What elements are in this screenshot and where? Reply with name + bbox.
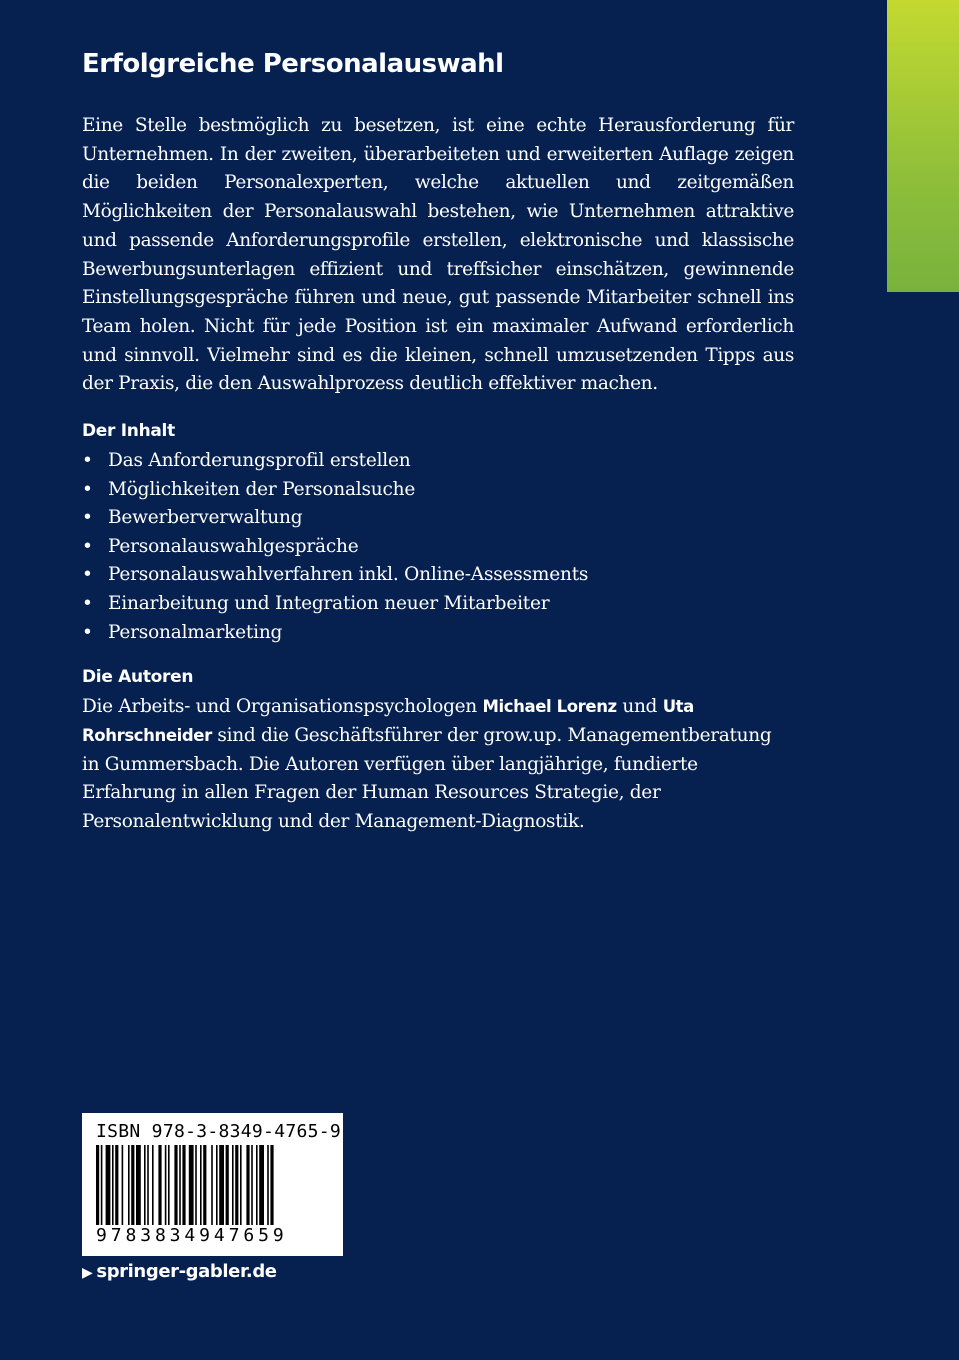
barcode-bar — [211, 1145, 213, 1225]
barcode-bar — [131, 1145, 134, 1225]
authors-heading: Die Autoren — [82, 667, 194, 688]
barcode-bar — [96, 1145, 99, 1225]
barcode-bar — [179, 1145, 181, 1225]
barcode-bar — [115, 1145, 118, 1225]
barcode-bar — [152, 1145, 154, 1225]
barcode-bar — [235, 1145, 238, 1225]
bullet-icon: • — [82, 621, 93, 643]
author-name: Uta Rohrschneider — [82, 697, 694, 745]
list-item: • Personalauswahlgespräche — [82, 533, 794, 562]
barcode-bar — [246, 1145, 249, 1225]
barcode-bar — [232, 1145, 234, 1225]
barcode-bar — [251, 1145, 253, 1225]
arrow-right-icon: ▶ — [82, 1265, 93, 1281]
publisher-link[interactable] — [82, 1261, 277, 1282]
barcode-bar — [165, 1145, 167, 1225]
green-accent-tab — [887, 0, 959, 292]
barcode-bar — [226, 1145, 229, 1225]
barcode-bar — [203, 1145, 206, 1225]
list-item: • Personalmarketing — [82, 619, 794, 648]
list-item: • Bewerberverwaltung — [82, 504, 794, 533]
barcode-bar — [136, 1145, 141, 1225]
bullet-icon: • — [82, 593, 93, 614]
barcode-bar — [256, 1145, 258, 1225]
barcode-bar — [240, 1145, 242, 1225]
bullet-icon: • — [82, 507, 93, 529]
bullet-icon: • — [82, 564, 93, 586]
barcode-bar — [270, 1145, 273, 1225]
barcode-bar — [144, 1145, 146, 1225]
list-item: • Das Anforderungsprofil erstellen — [82, 447, 794, 476]
bullet-icon: • — [82, 478, 93, 500]
barcode-bar — [158, 1145, 161, 1225]
barcode-bar — [168, 1145, 170, 1225]
bullet-icon: • — [82, 450, 93, 472]
barcode-bar — [147, 1145, 149, 1225]
barcode-bar — [182, 1145, 185, 1225]
barcode-bar — [267, 1145, 269, 1225]
isbn-label: ISBN 978-3-8349-4765-9 — [96, 1121, 342, 1142]
book-title: Erfolgreiche Personalauswahl — [82, 49, 504, 79]
list-item: • Einarbeitung und Integration neuer Mitarbeiter — [82, 590, 794, 619]
bullet-icon: • — [82, 535, 93, 557]
barcode-bar — [195, 1145, 197, 1225]
isbn-barcode — [82, 1113, 343, 1256]
authors-section — [82, 665, 794, 837]
contents-section — [82, 419, 794, 647]
authors-paragraph: Die Arbeits- und Organisationspsychologen Michael Lorenz und Uta Rohrschneider sind die Geschäftsführer der grow.up. Managementberatung in Gummersbach. Die Autoren verfügen über langjährige, fundierte Erfahrung in allen Fragen der Human Resources Strategie, der Personalentwicklung und der Management-Diagnostik. — [82, 696, 772, 832]
barcode-bar — [189, 1145, 194, 1225]
barcode-bar — [112, 1145, 114, 1225]
blurb-paragraph: Eine Stelle bestmöglich zu besetzen, ist eine echte Herausforderung für Unternehmen. In der zweiten, überarbeiteten und erweiterten Auflage zeigen die beiden Personalexperten, welche aktuellen und zeitgemäßen Möglichkeiten der Personalauswahl bestehen, wie Unternehmen attraktive und passende Anforderungsprofile erstellen, elektronische und klassische Bewerbungsunterlagen effizient und treffsicher einschätzen, gewinnende Einstellungsgespräche führen und neue, gut passende Mitarbeiter schnell ins Team holen. Nicht für jede Position ist ein maximaler Aufwand erforderlich und sinnvoll. Vielmehr sind es die kleinen, schnell umzusetzenden Tipps aus der Praxis, die den Auswahlprozess deutlich effektiver machen. — [82, 115, 794, 395]
author-name: Michael Lorenz — [482, 697, 617, 717]
barcode-bar — [128, 1145, 130, 1225]
barcode-bar — [122, 1145, 124, 1225]
list-item: • Personalauswahlverfahren inkl. Online-Assessments — [82, 561, 794, 590]
barcode-bar — [259, 1145, 264, 1225]
contents-heading: Der Inhalt — [82, 421, 175, 442]
back-cover-content — [82, 44, 794, 837]
publisher-url: springer-gabler.de — [96, 1261, 277, 1282]
barcode-digits: 9783834947659 — [96, 1225, 288, 1246]
barcode-bar — [106, 1145, 111, 1225]
barcode-bar — [174, 1145, 177, 1225]
list-item: • Möglichkeiten der Personalsuche — [82, 476, 794, 505]
barcode-bar — [219, 1145, 224, 1225]
contents-list — [82, 447, 794, 647]
barcode-bars — [96, 1145, 328, 1225]
barcode-bar — [101, 1145, 103, 1225]
barcode-bar — [216, 1145, 218, 1225]
barcode-bar — [200, 1145, 202, 1225]
